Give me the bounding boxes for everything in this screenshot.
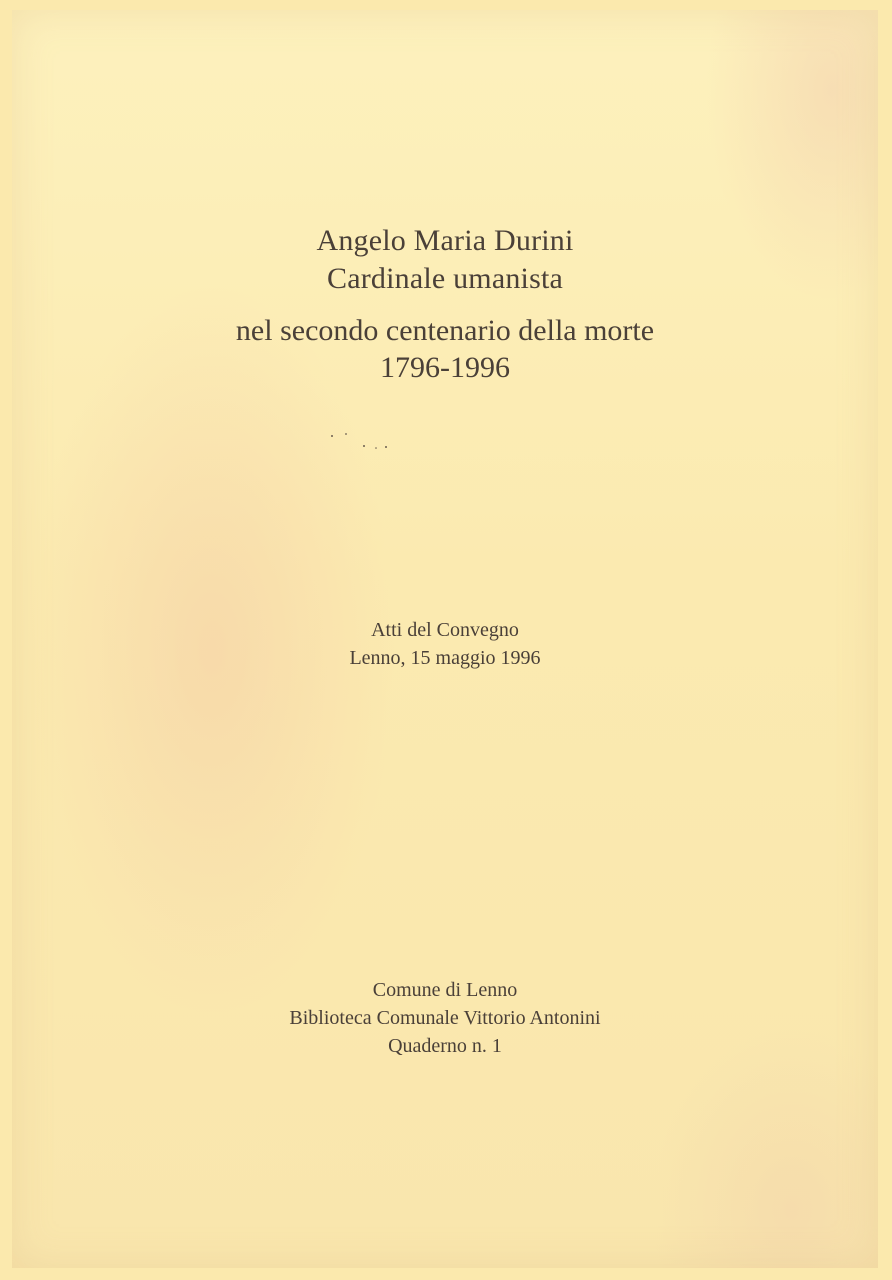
subtitle-line-1: nel secondo centenario della morte [235,314,655,347]
title-line-1: Angelo Maria Durini [316,224,574,257]
title-block [12,222,878,386]
event-block [12,616,878,672]
publisher-line-3: Quaderno n. 1 [388,1035,502,1057]
paper-specks [328,426,398,456]
book-cover [12,10,878,1268]
publisher-block [12,976,878,1060]
publisher-line-2: Biblioteca Comunale Vittorio Antonini [289,1007,601,1029]
subtitle-years: 1796-1996 [380,351,510,384]
publisher-line-1: Comune di Lenno [372,979,518,1001]
title-line-2: Cardinale umanista [326,262,564,295]
event-line-1: Atti del Convegno [371,619,519,641]
event-line-2: Lenno, 15 maggio 1996 [349,647,541,669]
